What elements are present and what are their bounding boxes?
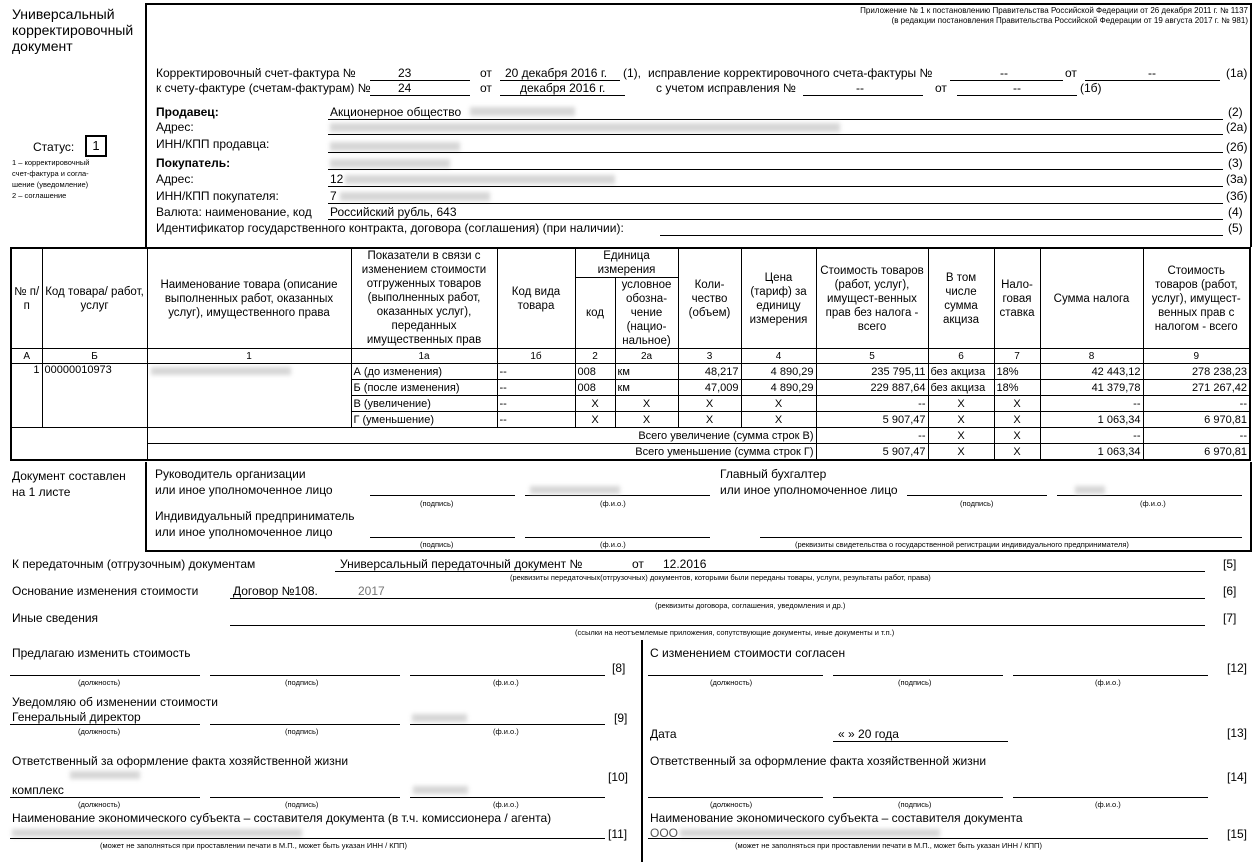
resp2-sign-cap: (подпись) — [898, 800, 932, 809]
entity2-label: Наименование экономического субъекта – составителя документа — [650, 811, 1023, 825]
seller-value: Акционерное общество — [330, 105, 462, 119]
code-6: [6] — [1223, 584, 1237, 598]
code-9: [9] — [614, 711, 628, 725]
row-g-qty: X — [678, 412, 741, 428]
corr-invoice-label: Корректировочный счет-фактура № — [156, 66, 356, 80]
th-name: Наименование товара (описание выполненных работ, оказанных услуг), имущественного права — [147, 248, 351, 349]
row-a-qty: 48,217 — [678, 364, 741, 380]
redacted-resp-pos — [70, 771, 140, 779]
idx-9: 9 — [1143, 349, 1250, 364]
with-fix-date-line — [957, 95, 1077, 96]
row-b-rate: 18% — [994, 380, 1040, 396]
to-invoice-no-line — [370, 95, 470, 96]
resp2-sign-line — [833, 797, 1003, 798]
entity2-line — [648, 838, 1208, 839]
total-dec-total: 6 970,81 — [1143, 444, 1250, 461]
agree-fio-cap: (ф.и.о.) — [1095, 678, 1121, 687]
resp-label: Ответственный за оформление факта хозяйственной жизни — [12, 754, 349, 768]
head-sign-cap: (подпись) — [420, 499, 454, 508]
total-inc-rate: X — [994, 428, 1040, 444]
row-a-cost: 235 795,11 — [816, 364, 928, 380]
resp-pos-cap: (должность) — [78, 800, 121, 809]
idx-1: 1 — [147, 349, 351, 364]
head-sign-line — [370, 495, 515, 496]
row-b-ind: Б (после изменения) — [351, 380, 497, 396]
notify-sign-line — [210, 724, 400, 725]
row-v-cost: -- — [816, 396, 928, 412]
notify-position: Генеральный директор — [12, 710, 141, 724]
transfer-value: Универсальный передаточный документ № — [340, 557, 583, 571]
row-a-uname: км — [615, 364, 678, 380]
buyer-inn-label: ИНН/КПП покупателя: — [156, 189, 279, 203]
other-cap: (ссылки на неотъемлемые приложения, сопутствующие документы, иные документы и т.п.) — [575, 628, 895, 637]
th-cost-with-tax: Стоимость товаров (работ, услуг), имущест-венных прав с налогом - всего — [1143, 248, 1250, 349]
corr-invoice-from: от — [480, 66, 492, 80]
code-1a: (1а) — [1226, 66, 1248, 80]
ip-label — [155, 508, 354, 540]
row-a-kind: -- — [497, 364, 575, 380]
status-value: 1 — [85, 135, 107, 157]
row-g-excise: X — [928, 412, 994, 428]
th-tax: Сумма налога — [1040, 248, 1143, 349]
redacted-buyer — [330, 159, 450, 168]
propose-fio-cap: (ф.и.о.) — [493, 678, 519, 687]
redacted-seller-address — [330, 123, 840, 132]
code-3: (3) — [1228, 156, 1243, 170]
row-g-kind: -- — [497, 412, 575, 428]
row-g-ucode: X — [575, 412, 615, 428]
code-13: [13] — [1227, 726, 1248, 740]
transfer-date: 12.2016 — [663, 557, 707, 571]
th-code: Код товара/ работ, услуг — [42, 248, 147, 349]
fix-no: -- — [1000, 66, 1008, 80]
appendix-line-1: Приложение № 1 к постановлению Правительства Российской Федерации от 26 декабря 2011 г. № 1137 — [860, 6, 1248, 15]
redacted-entity2 — [680, 829, 940, 837]
row-g-ind: Г (уменьшение) — [351, 412, 497, 428]
status-note-4: 2 – соглашение — [12, 191, 67, 200]
row-v-excise: X — [928, 396, 994, 412]
th-rate: Нало-говая ставка — [994, 248, 1040, 349]
contract-id-line — [660, 235, 1223, 236]
doc-title-line-3: документ — [12, 38, 73, 54]
seller-inn-label: ИНН/КПП продавца: — [156, 137, 270, 151]
code-1b: (1б) — [1080, 81, 1102, 95]
chief-acc-label — [720, 466, 898, 498]
ip-l1: Индивидуальный предприниматель — [155, 509, 355, 523]
doc-title — [12, 6, 133, 54]
other-label: Иные сведения — [12, 611, 99, 625]
row-b-uname: км — [615, 380, 678, 396]
total-dec-rate: X — [994, 444, 1040, 461]
resp-sign-cap: (подпись) — [285, 800, 319, 809]
code-10: [10] — [608, 770, 629, 784]
idx-7: 7 — [994, 349, 1040, 364]
buyer-address-value: 12 — [330, 172, 344, 186]
agree-pos-line — [648, 675, 823, 676]
code-4: (4) — [1228, 205, 1243, 219]
row-v-kind: -- — [497, 396, 575, 412]
code-5b: [5] — [1223, 557, 1237, 571]
with-fix-date: -- — [1013, 81, 1021, 95]
idx-6: 6 — [928, 349, 994, 364]
status-note — [12, 157, 89, 201]
doc-made-l2: на 1 листе — [12, 485, 71, 499]
notify-fio-line — [410, 724, 605, 725]
chief-sign-cap: (подпись) — [960, 499, 994, 508]
row-v-ucode: X — [575, 396, 615, 412]
row-b-ucode: 008 — [575, 380, 615, 396]
totals-blank — [11, 428, 147, 461]
total-increase-row — [11, 428, 1250, 444]
code-5: (5) — [1228, 221, 1243, 235]
row-v-qty: X — [678, 396, 741, 412]
ip-sign-cap: (подпись) — [420, 540, 454, 549]
idx-1b: 1б — [497, 349, 575, 364]
ip-fio-cap: (ф.и.о.) — [600, 540, 626, 549]
entity-line — [10, 838, 605, 839]
ip-reg-cap: (реквизиты свидетельства о государственной регистрации индивидуального предпринимателя) — [795, 540, 1129, 549]
buyer-label: Покупатель: — [156, 156, 231, 170]
code-15: [15] — [1227, 827, 1248, 841]
to-invoice-date: декабря 2016 г. — [520, 81, 606, 95]
row-b-qty: 47,009 — [678, 380, 741, 396]
status-note-2: счет-фактура и согла- — [12, 169, 89, 178]
redacted-buyer-address — [345, 175, 615, 184]
idx-5: 5 — [816, 349, 928, 364]
code-8: [8] — [612, 661, 626, 675]
chief-acc-l2: или иное уполномоченное лицо — [720, 483, 898, 497]
code-2b: (2б) — [1226, 140, 1248, 154]
currency-label: Валюта: наименование, код — [156, 205, 312, 219]
total-inc-cost: -- — [816, 428, 928, 444]
row-b-price: 4 890,29 — [741, 380, 816, 396]
chief-fio-line — [1057, 495, 1242, 496]
row-g-price: X — [741, 412, 816, 428]
th-cost-no-tax: Стоимость товаров (работ, услуг), имущест-венных прав без налога - всего — [816, 248, 928, 349]
total-dec-tax: 1 063,34 — [1040, 444, 1143, 461]
with-fix-no: -- — [856, 81, 864, 95]
propose-sign-line — [210, 675, 400, 676]
to-invoice-label: к счету-фактуре (счетам-фактурам) № — [156, 81, 371, 95]
chief-sign-line — [907, 495, 1047, 496]
row-g-uname: X — [615, 412, 678, 428]
appendix-note — [860, 6, 1248, 26]
redacted-head-fio — [530, 486, 620, 494]
head-fio-line — [525, 495, 710, 496]
row-b-total: 271 267,42 — [1143, 380, 1250, 396]
row-a-ind: А (до изменения) — [351, 364, 497, 380]
row-v-price: X — [741, 396, 816, 412]
item-name — [147, 364, 351, 428]
th-indicators: Показатели в связи с изменением стоимости отгруженных товаров (выполненных работ, оказанных услуг), переданных имущественных прав — [351, 248, 497, 349]
transfer-from: от — [632, 557, 644, 571]
row-g-cost: 5 907,47 — [816, 412, 928, 428]
bottom-divider — [641, 640, 643, 862]
row-g-rate: X — [994, 412, 1040, 428]
to-invoice-date-line — [500, 95, 625, 96]
sign-frame-bottom — [145, 550, 1252, 552]
row-v-rate: X — [994, 396, 1040, 412]
seller-address-label: Адрес: — [156, 120, 194, 134]
code-3a: (3а) — [1226, 172, 1248, 186]
redacted-buyer-inn — [340, 192, 490, 201]
code-1: (1), — [623, 66, 641, 80]
seller-address-line — [328, 134, 1223, 135]
corr-invoice-date: 20 декабря 2016 г. — [505, 66, 608, 80]
with-fix-no-line — [803, 95, 923, 96]
agree-fio-line — [1013, 675, 1208, 676]
ip-sign-line — [370, 537, 515, 538]
other-line — [230, 625, 1205, 626]
idx-2: 2 — [575, 349, 615, 364]
row-v-tax: -- — [1040, 396, 1143, 412]
basis-line — [230, 598, 1205, 599]
status-note-1: 1 – корректировочный — [12, 158, 90, 167]
idx-a: А — [11, 349, 42, 364]
row-a-ucode: 008 — [575, 364, 615, 380]
code-7: [7] — [1223, 611, 1237, 625]
resp-position: комплекс — [12, 783, 64, 797]
agree-pos-cap: (должность) — [710, 678, 753, 687]
doc-title-line-2: корректировочный — [12, 22, 134, 38]
sign-frame-right — [1250, 462, 1252, 552]
seller-inn-line — [328, 152, 1223, 153]
date-value: « » 20 года — [838, 727, 899, 741]
total-inc-tax: -- — [1040, 428, 1143, 444]
table-header-row — [11, 248, 1250, 278]
seller-label: Продавец: — [156, 105, 219, 119]
status-label: Статус: — [33, 140, 75, 154]
agree-sign-line — [833, 675, 1003, 676]
table-index-row — [11, 349, 1250, 364]
row-g-total: 6 970,81 — [1143, 412, 1250, 428]
notify-fio-cap: (ф.и.о.) — [493, 727, 519, 736]
propose-fio-line — [410, 675, 605, 676]
item-num: 1 — [11, 364, 42, 428]
th-excise: В том числе сумма акциза — [928, 248, 994, 349]
ip-l2: или иное уполномоченное лицо — [155, 525, 333, 539]
items-table — [10, 247, 1251, 461]
idx-2a: 2а — [615, 349, 678, 364]
chief-fio-cap: (ф.и.о.) — [1140, 499, 1166, 508]
notify-pos-cap: (должность) — [78, 727, 121, 736]
appendix-line-2: (в редакции постановления Правительства Российской Федерации от 19 августа 2017 г. № 981) — [891, 16, 1248, 25]
chief-acc-l1: Главный бухгалтер — [720, 467, 827, 481]
propose-pos-line — [10, 675, 200, 676]
redacted-seller-inn — [330, 142, 460, 151]
th-unit: Единица измерения — [575, 248, 678, 278]
row-a-price: 4 890,29 — [741, 364, 816, 380]
total-dec-label: Всего уменьшение (сумма строк Г) — [147, 444, 816, 461]
redacted-resp-fio — [413, 786, 468, 794]
redacted-item-name — [151, 367, 291, 375]
transfer-label: К передаточным (отгрузочным) документам — [12, 557, 256, 571]
resp-sign-line — [210, 797, 400, 798]
basis-label: Основание изменения стоимости — [12, 584, 199, 598]
ip-fio-line — [525, 537, 710, 538]
top-frame-line — [145, 3, 1252, 5]
total-inc-total: -- — [1143, 428, 1250, 444]
total-inc-label: Всего увеличение (сумма строк В) — [147, 428, 816, 444]
entity-label: Наименование экономического субъекта – составителя документа (в т.ч. комиссионера / агента) — [12, 811, 552, 825]
fix-no-line — [950, 80, 1063, 81]
basis-cap: (реквизиты договора, соглашения, уведомления и др.) — [655, 601, 846, 610]
th-price: Цена (тариф) за единицу измерения — [741, 248, 816, 349]
redacted-notify-fio — [412, 714, 467, 722]
basis-value: Договор №108. — [233, 584, 318, 598]
row-v-uname: X — [615, 396, 678, 412]
code-12: [12] — [1227, 661, 1248, 675]
transfer-line — [335, 571, 1205, 572]
notify-sign-cap: (подпись) — [285, 727, 319, 736]
agree-label: С изменением стоимости согласен — [650, 646, 846, 660]
notify-pos-line — [10, 724, 200, 725]
resp2-fio-line — [1013, 797, 1208, 798]
row-a-tax: 42 443,12 — [1040, 364, 1143, 380]
table-row — [11, 364, 1250, 380]
total-inc-excise: X — [928, 428, 994, 444]
row-a-excise: без акциза — [928, 364, 994, 380]
entity-cap: (может не заполняться при проставлении печати в М.П., может быть указан ИНН / КПП) — [100, 841, 407, 850]
doc-made-l1: Документ составлен — [12, 469, 126, 483]
resp-fio-cap: (ф.и.о.) — [493, 800, 519, 809]
idx-8: 8 — [1040, 349, 1143, 364]
th-kind-code: Код вида товара — [497, 248, 575, 349]
row-g-tax: 1 063,34 — [1040, 412, 1143, 428]
head-label — [155, 466, 333, 498]
total-dec-cost: 5 907,47 — [816, 444, 928, 461]
buyer-inn-value: 7 — [330, 189, 337, 203]
basis-tail: 2017 — [358, 584, 385, 598]
total-decrease-row — [11, 444, 1250, 461]
entity2-value: ООО — [650, 826, 679, 840]
th-unit-code: код — [575, 278, 615, 349]
doc-title-line-1: Универсальный — [12, 6, 115, 22]
date-line — [833, 741, 1008, 742]
head-fio-cap: (ф.и.о.) — [600, 499, 626, 508]
doc-made — [12, 468, 126, 500]
ip-reg-line — [760, 537, 1242, 538]
fix-label: исправление корректировочного счета-фактуры № — [648, 66, 933, 80]
row-b-excise: без акциза — [928, 380, 994, 396]
idx-1a: 1а — [351, 349, 497, 364]
currency-line — [328, 219, 1223, 220]
buyer-line — [328, 169, 1223, 170]
corr-invoice-no: 23 — [398, 66, 412, 80]
resp2-fio-cap: (ф.и.о.) — [1095, 800, 1121, 809]
head-l1: Руководитель организации — [155, 467, 306, 481]
fix-date-line — [1085, 80, 1220, 81]
idx-3: 3 — [678, 349, 741, 364]
item-code: 00000010973 — [42, 364, 147, 428]
sign-frame-left — [145, 462, 147, 552]
buyer-address-label: Адрес: — [156, 172, 194, 186]
resp-fio-line — [410, 797, 605, 798]
row-b-cost: 229 887,64 — [816, 380, 928, 396]
with-fix-from: от — [935, 81, 947, 95]
buyer-address-line — [328, 186, 1223, 187]
propose-pos-cap: (должность) — [78, 678, 121, 687]
row-a-total: 278 238,23 — [1143, 364, 1250, 380]
notify-label: Уведомляю об изменении стоимости — [12, 695, 218, 709]
status-note-3: шение (уведомление) — [12, 180, 89, 189]
propose-sign-cap: (подпись) — [285, 678, 319, 687]
entity2-cap: (может не заполняться при проставлении печати в М.П., может быть указан ИНН / КПП) — [735, 841, 1042, 850]
code-2a: (2а) — [1226, 120, 1248, 134]
contract-id-label: Идентификатор государственного контракта, договора (соглашения) (при наличии): — [156, 221, 624, 235]
agree-sign-cap: (подпись) — [898, 678, 932, 687]
corr-invoice-no-line — [370, 80, 470, 81]
fix-date: -- — [1148, 66, 1156, 80]
transfer-cap: (реквизиты передаточных(отгрузочных) документов, которыми были переданы товары, услуги, результаты работ, права) — [510, 573, 931, 582]
redacted-entity — [12, 829, 302, 837]
propose-label: Предлагаю изменить стоимость — [12, 646, 191, 660]
idx-b: Б — [42, 349, 147, 364]
th-unit-name: условное обозна-чение (нацио-нальное) — [615, 278, 678, 349]
row-v-total: -- — [1143, 396, 1250, 412]
resp2-label: Ответственный за оформление факта хозяйственной жизни — [650, 754, 987, 768]
code-2: (2) — [1228, 105, 1243, 119]
currency-value: Российский рубль, 643 — [330, 205, 457, 219]
seller-line — [328, 119, 1223, 120]
resp-pos-line — [10, 797, 200, 798]
row-b-kind: -- — [497, 380, 575, 396]
row-v-ind: В (увеличение) — [351, 396, 497, 412]
total-dec-excise: X — [928, 444, 994, 461]
resp2-pos-line — [648, 797, 823, 798]
date-label: Дата — [650, 727, 677, 741]
buyer-inn-line — [328, 203, 1223, 204]
code-11: [11] — [608, 827, 628, 841]
idx-4: 4 — [741, 349, 816, 364]
to-invoice-no: 24 — [398, 81, 412, 95]
row-b-tax: 41 379,78 — [1040, 380, 1143, 396]
right-frame-top — [1250, 3, 1252, 247]
head-l2: или иное уполномоченное лицо — [155, 483, 333, 497]
row-a-rate: 18% — [994, 364, 1040, 380]
code-3b: (3б) — [1226, 189, 1248, 203]
th-num: № п/п — [11, 248, 42, 349]
to-invoice-from: от — [480, 81, 492, 95]
code-14: [14] — [1227, 770, 1248, 784]
redacted-seller — [470, 107, 575, 116]
resp2-pos-cap: (должность) — [710, 800, 753, 809]
fix-from: от — [1065, 66, 1077, 80]
with-fix-label: с учетом исправления № — [656, 81, 796, 95]
th-qty: Коли-чество (объем) — [678, 248, 741, 349]
redacted-chief-fio — [1075, 486, 1105, 494]
